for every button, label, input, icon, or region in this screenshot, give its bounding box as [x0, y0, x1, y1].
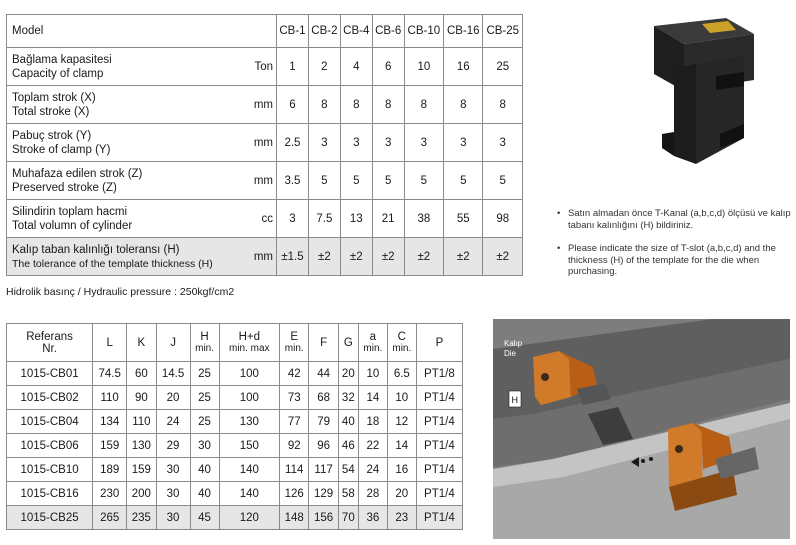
spec-row-name-en: Preserved stroke (Z) [12, 181, 117, 194]
spec-cell: 5 [404, 162, 443, 200]
ref-cell: 12 [387, 410, 416, 434]
spec-cell: 8 [444, 86, 483, 124]
spec-cell: 3 [340, 124, 372, 162]
ref-cell: 120 [219, 506, 279, 530]
ref-cell: 10 [358, 362, 387, 386]
spec-cell: 21 [372, 200, 404, 238]
scene-label-en: Die [504, 349, 517, 358]
ref-cell: 30 [156, 506, 190, 530]
ref-cell: 130 [219, 410, 279, 434]
spec-cell: 2 [308, 48, 340, 86]
spec-model-header: CB-16 [444, 15, 483, 48]
ref-header-bottom: Nr. [42, 342, 57, 355]
ref-cell: 40 [338, 410, 358, 434]
scene-label-tr: Kalıp [504, 339, 523, 348]
spec-row [7, 86, 523, 124]
spec-cell: 3 [372, 124, 404, 162]
ref-cell: 140 [219, 482, 279, 506]
ref-row [7, 410, 463, 434]
spec-row-name-tr: Muhafaza edilen strok (Z) [12, 167, 143, 180]
spec-row [7, 48, 523, 86]
reference-dimensions-table [6, 323, 463, 530]
ref-row [7, 386, 463, 410]
ref-cell: 45 [190, 506, 219, 530]
ref-header-bottom: min. [195, 342, 215, 354]
spec-row-name-tr: Kalıp taban kalınlığı toleransı (H) [12, 243, 180, 256]
ref-header-top: G [343, 336, 353, 349]
spec-row [7, 238, 523, 276]
spec-cell: 3 [483, 124, 523, 162]
spec-cell: 1 [277, 48, 309, 86]
spec-cell: 13 [340, 200, 372, 238]
ref-cell: 54 [338, 458, 358, 482]
spec-cell: 16 [444, 48, 483, 86]
spec-row-unit: mm [249, 238, 277, 276]
ref-cell: PT1/4 [416, 434, 462, 458]
spec-cell: 3 [404, 124, 443, 162]
ref-cell: 150 [219, 434, 279, 458]
ref-cell: 156 [309, 506, 338, 530]
spec-cell: 10 [404, 48, 443, 86]
ref-cell: 23 [387, 506, 416, 530]
spec-model-header: CB-4 [340, 15, 372, 48]
ref-cell: 40 [190, 458, 219, 482]
ref-header-cell [338, 324, 358, 362]
spec-cell: ±1.5 [277, 238, 309, 276]
ref-cell: 79 [309, 410, 338, 434]
ref-cell: 10 [387, 386, 416, 410]
ref-cell: 28 [358, 482, 387, 506]
spec-model-header: CB-2 [308, 15, 340, 48]
ref-cell: 46 [338, 434, 358, 458]
ref-cell: 117 [309, 458, 338, 482]
ref-cell: 77 [280, 410, 309, 434]
spec-model-header: CB-6 [372, 15, 404, 48]
ref-cell: 74.5 [93, 362, 127, 386]
spec-model-header: CB-10 [404, 15, 443, 48]
specification-table [6, 14, 523, 276]
ref-row [7, 362, 463, 386]
ref-cell: 24 [156, 410, 190, 434]
specification-table-body [7, 15, 523, 276]
spec-cell: 98 [483, 200, 523, 238]
ref-cell: 90 [127, 386, 156, 410]
ref-cell: 159 [127, 458, 156, 482]
spec-cell: 8 [340, 86, 372, 124]
ref-cell: 14.5 [156, 362, 190, 386]
spec-cell: ±2 [404, 238, 443, 276]
spec-cell: 3 [308, 124, 340, 162]
spec-row-name [7, 200, 249, 238]
ref-cell: 20 [338, 362, 358, 386]
ref-part-number: 1015-CB25 [7, 506, 93, 530]
ref-cell: 25 [190, 410, 219, 434]
ref-cell: 100 [219, 362, 279, 386]
hydraulic-pressure-note: Hidrolik basınç / Hydraulic pressure : 250kgf/cm2 [6, 286, 235, 298]
ref-cell: 60 [127, 362, 156, 386]
ref-header-bottom: min. [284, 342, 304, 354]
ref-cell: 25 [190, 386, 219, 410]
ref-cell: 73 [280, 386, 309, 410]
spec-row-unit: mm [249, 124, 277, 162]
spec-row-name [7, 238, 249, 276]
ref-cell: PT1/4 [416, 458, 462, 482]
ref-cell: 159 [93, 434, 127, 458]
ref-header-top: K [137, 336, 146, 349]
spec-cell: 25 [483, 48, 523, 86]
ref-part-number: 1015-CB02 [7, 386, 93, 410]
ref-header-bottom: min. [392, 342, 412, 354]
spec-row-name-tr: Pabuç strok (Y) [12, 129, 92, 142]
ref-cell: 30 [190, 434, 219, 458]
ref-part-number: 1015-CB16 [7, 482, 93, 506]
ref-cell: 100 [219, 386, 279, 410]
ref-cell: 58 [338, 482, 358, 506]
purchase-notes [555, 208, 795, 290]
ref-cell: 6.5 [387, 362, 416, 386]
spec-cell: ±2 [444, 238, 483, 276]
spec-cell: 5 [340, 162, 372, 200]
ref-cell: 230 [93, 482, 127, 506]
ref-cell: 200 [127, 482, 156, 506]
spec-row-name [7, 124, 249, 162]
ref-header-cell [309, 324, 338, 362]
ref-cell: PT1/4 [416, 506, 462, 530]
scene-die-label [504, 339, 522, 359]
ref-cell: 32 [338, 386, 358, 410]
ref-cell: PT1/4 [416, 482, 462, 506]
spec-row-name-tr: Toplam strok (X) [12, 91, 96, 104]
spec-row [7, 162, 523, 200]
ref-cell: 189 [93, 458, 127, 482]
spec-cell: 6 [277, 86, 309, 124]
spec-row-name-en: Total volumn of cylinder [12, 219, 133, 232]
ref-header-bottom: min. max [229, 342, 270, 354]
ref-part-number: 1015-CB01 [7, 362, 93, 386]
ref-header-cell [93, 324, 127, 362]
ref-cell: 70 [338, 506, 358, 530]
spec-cell: 38 [404, 200, 443, 238]
ref-cell: 140 [219, 458, 279, 482]
ref-cell: 134 [93, 410, 127, 434]
ref-cell: 130 [127, 434, 156, 458]
ref-cell: 265 [93, 506, 127, 530]
spec-cell: 3 [277, 200, 309, 238]
ref-header-top: P [435, 336, 444, 349]
spec-cell: 5 [308, 162, 340, 200]
ref-cell: 20 [387, 482, 416, 506]
clamp-application-image [493, 319, 790, 539]
ref-header-top: E [290, 330, 299, 343]
ref-header-top: H [200, 330, 209, 343]
ref-row [7, 506, 463, 530]
ref-cell: PT1/4 [416, 410, 462, 434]
spec-row-name-en: Capacity of clamp [12, 67, 104, 80]
spec-cell: 4 [340, 48, 372, 86]
spec-cell: ±2 [308, 238, 340, 276]
h-marker-label: H [511, 395, 518, 405]
spec-row-name-en: Stroke of clamp (Y) [12, 143, 111, 156]
ref-cell: PT1/8 [416, 362, 462, 386]
ref-header-cell [156, 324, 190, 362]
ref-cell: 126 [280, 482, 309, 506]
ref-cell: 29 [156, 434, 190, 458]
ref-cell: 235 [127, 506, 156, 530]
ref-part-number: 1015-CB10 [7, 458, 93, 482]
ref-cell: 20 [156, 386, 190, 410]
ref-header-top: H+d [238, 330, 260, 343]
ref-cell: 30 [156, 482, 190, 506]
spec-cell: 3.5 [277, 162, 309, 200]
ref-part-number: 1015-CB04 [7, 410, 93, 434]
ref-cell: 44 [309, 362, 338, 386]
spec-model-header: CB-25 [483, 15, 523, 48]
ref-part-number: 1015-CB06 [7, 434, 93, 458]
ref-cell: 42 [280, 362, 309, 386]
ref-row [7, 482, 463, 506]
ref-header-top: L [106, 336, 113, 349]
ref-header-cell [387, 324, 416, 362]
ref-header-cell [416, 324, 462, 362]
spec-cell: 3 [444, 124, 483, 162]
spec-cell: 5 [483, 162, 523, 200]
ref-cell: 36 [358, 506, 387, 530]
ref-cell: 14 [358, 386, 387, 410]
ref-cell: 16 [387, 458, 416, 482]
reference-dimensions-table-body [7, 324, 463, 530]
spec-cell: ±2 [340, 238, 372, 276]
ref-header-top: J [170, 336, 176, 349]
spec-cell: 8 [308, 86, 340, 124]
spec-model-label: Model [7, 15, 277, 48]
ref-cell: 30 [156, 458, 190, 482]
ref-row [7, 434, 463, 458]
ref-header-bottom: min. [363, 342, 383, 354]
spec-row-unit: mm [249, 162, 277, 200]
ref-cell: 114 [280, 458, 309, 482]
ref-header-cell [190, 324, 219, 362]
ref-header-cell [127, 324, 156, 362]
ref-cell: 92 [280, 434, 309, 458]
ref-header-row [7, 324, 463, 362]
spec-cell: 2.5 [277, 124, 309, 162]
spec-row [7, 124, 523, 162]
spec-cell: 5 [444, 162, 483, 200]
spec-cell: 55 [444, 200, 483, 238]
ref-cell: 25 [190, 362, 219, 386]
ref-cell: PT1/4 [416, 386, 462, 410]
spec-cell: 8 [404, 86, 443, 124]
spec-cell: 8 [483, 86, 523, 124]
spec-row-name-en: The tolerance of the template thickness (H) [12, 257, 213, 270]
ref-header-top: Referans [26, 330, 73, 343]
spec-row-unit: Ton [249, 48, 277, 86]
ref-cell: 68 [309, 386, 338, 410]
ref-header-cell [7, 324, 93, 362]
purchase-note-tr: • Satın almadan önce T-Kanal (a,b,c,d) ölçüsü ve kalıp tabanı kalınlığını (H) bildiriniz. [555, 208, 795, 231]
ref-cell: 110 [93, 386, 127, 410]
ref-cell: 40 [190, 482, 219, 506]
ref-header-cell [358, 324, 387, 362]
spec-row-name-tr: Silindirin toplam hacmi [12, 205, 128, 218]
spec-cell: ±2 [372, 238, 404, 276]
clamp-product-photo [636, 16, 766, 171]
ref-row [7, 458, 463, 482]
spec-header-row [7, 15, 523, 48]
spec-cell: ±2 [483, 238, 523, 276]
ref-cell: 24 [358, 458, 387, 482]
ref-cell: 22 [358, 434, 387, 458]
spec-model-header: CB-1 [277, 15, 309, 48]
spec-row-unit: cc [249, 200, 277, 238]
spec-cell: 8 [372, 86, 404, 124]
ref-header-top: F [320, 336, 328, 349]
ref-cell: 148 [280, 506, 309, 530]
ref-cell: 18 [358, 410, 387, 434]
ref-cell: 96 [309, 434, 338, 458]
ref-header-top: C [397, 330, 406, 343]
spec-row-name-en: Total stroke (X) [12, 105, 90, 118]
ref-header-cell [280, 324, 309, 362]
spec-row-name [7, 48, 249, 86]
purchase-note-en: • Please indicate the size of T-slot (a,b,c,d) and the thickness (H) of the template for the die when purchasing. [555, 243, 795, 278]
ref-cell: 110 [127, 410, 156, 434]
spec-cell: 6 [372, 48, 404, 86]
spec-row-unit: mm [249, 86, 277, 124]
spec-row-name [7, 162, 249, 200]
ref-cell: 14 [387, 434, 416, 458]
ref-cell: 129 [309, 482, 338, 506]
spec-cell: 7.5 [308, 200, 340, 238]
spec-row-name-tr: Bağlama kapasitesi [12, 53, 112, 66]
ref-header-cell [219, 324, 279, 362]
spec-row [7, 200, 523, 238]
spec-cell: 5 [372, 162, 404, 200]
ref-header-top: a [369, 330, 377, 343]
spec-row-name [7, 86, 249, 124]
